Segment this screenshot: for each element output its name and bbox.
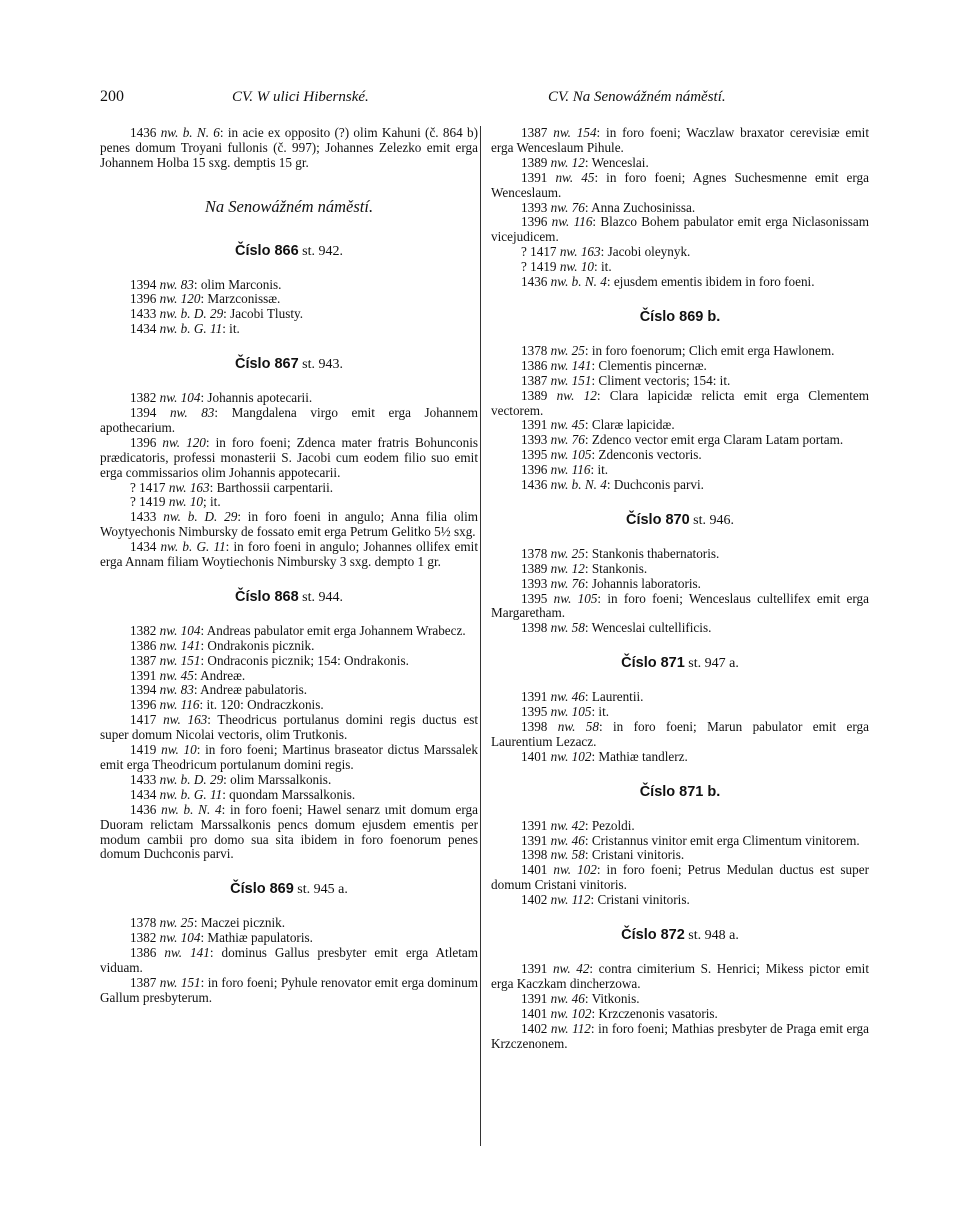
entry-year: 1395 (521, 704, 551, 720)
entry (491, 171, 869, 201)
entry-reference: nw. b. N. 4 (550, 274, 607, 290)
entry-text: : in foro foeni in angulo; Johannes ollifex emit erga Annam filiam Woytiechonis Nimbursky 3 sxg. dempto 1 gr. (100, 539, 478, 570)
entry-reference: nw. 151 (159, 652, 201, 668)
entry-year: 1436 (130, 801, 162, 817)
entry-text: : Clara lapicidæ relicta emit erga Clementem vectorem. (491, 387, 869, 418)
entry-year: 1396 (130, 291, 160, 307)
entry-text: : in foro foeni; Zdenca mater fratris Bohunconis prædicatoris, professi monasterii S. Jacobi cum eodem filio suo emit erga commissarios olim Johannis appotecarii. (100, 434, 478, 480)
entry-text: : in foro foeni; Agnes Suchesmenne emit erga Wenceslaum. (491, 169, 869, 200)
house-block (100, 590, 478, 862)
house-number: Číslo 870 (625, 511, 690, 528)
entry (491, 962, 869, 992)
entry-year: 1378 (521, 342, 551, 358)
entry (491, 848, 869, 863)
entry-text: : it. (222, 321, 240, 337)
entry-year: ? 1419 (521, 259, 560, 275)
entry-text: : in foro foeni; Hawel senarz ιmit domum erga Duoram relictam Marssalkonis pencs domum ejusdem ementis per modum cambii pro domo sua sita ibidem in foro foenorum penes domum Duchconis parvi. (100, 801, 479, 862)
entry-year: 1396 (130, 434, 163, 450)
entry-year: 1394 (130, 404, 170, 420)
house-number: Číslo 871 b. (639, 783, 721, 800)
entry-reference: nw. 83 (159, 276, 194, 292)
entry-reference: nw. 105 (550, 704, 592, 720)
entry (491, 245, 869, 260)
entry-reference: nw. 112 (550, 892, 591, 908)
entry-year: 1389 (521, 387, 557, 403)
entry-year: 1434 (130, 321, 160, 337)
entry-reference: nw. b. G. 11 (159, 786, 223, 802)
house-number: Číslo 869 (230, 881, 294, 898)
entry (491, 690, 869, 705)
section-title: Na Senowážném náměstí. (204, 196, 374, 216)
entry (100, 436, 478, 481)
entry (100, 976, 478, 1006)
entry (491, 201, 869, 216)
entry-text: : Jacobi Tlusty. (223, 306, 304, 322)
entry-year: 1387 (521, 125, 554, 140)
entry-text: : it. (594, 259, 612, 275)
entry (100, 683, 478, 698)
entry-year: 1386 (130, 637, 160, 653)
entry (100, 406, 478, 436)
entry-text: : Andreæ pabulatoris. (193, 682, 308, 698)
entry (491, 893, 869, 908)
entry-year: 1393 (521, 432, 551, 448)
entry (491, 275, 869, 290)
entry (491, 260, 869, 275)
entry (491, 819, 869, 834)
entry-reference: nw. 76 (550, 432, 585, 448)
entry-text: : Anna Zuchosinissa. (584, 199, 696, 215)
entry-year: 1396 (521, 462, 551, 478)
house-st: st. 942. (298, 243, 343, 259)
entry-text: : Climent vectoris; 154: it. (591, 372, 731, 388)
entry-text: : Pezoldi. (584, 817, 635, 833)
entry-reference: nw. 10 (559, 259, 595, 275)
entry (491, 1022, 869, 1052)
house-block (491, 656, 869, 764)
entry-text: : Laurentii. (584, 689, 644, 705)
column-divider (480, 126, 481, 1146)
entry-year: 1401 (521, 748, 551, 764)
entry (491, 705, 869, 720)
entry (491, 344, 869, 359)
entry-reference: nw. 58 (550, 620, 585, 636)
entry-year: 1402 (521, 892, 551, 908)
entry-text: : Krzczenonis vasatoris. (591, 1005, 718, 1021)
entry-reference: nw. 83 (169, 404, 215, 420)
entry-text: : in foro foeni; Waczlaw braxator cerevisiæ emit erga Wenceslaum Pihule. (491, 125, 869, 155)
entry-year: 1391 (521, 417, 551, 433)
entry (100, 495, 478, 510)
entry-year: 1398 (521, 719, 558, 734)
entry-year: 1387 (130, 974, 160, 990)
entry-text: : in foro foeni; Martinus braseator dictus Marssalek emit erga Theodricum portulanum domini regis. (100, 742, 478, 772)
entry-year: 1387 (521, 372, 551, 388)
entry-reference: nw. 25 (159, 915, 194, 931)
entry-reference: nw. 116 (550, 462, 591, 478)
entry (491, 577, 869, 592)
entry (100, 624, 478, 639)
entry-reference: nw. 141 (550, 357, 592, 373)
entry (491, 448, 869, 463)
entry (100, 391, 478, 406)
entry (100, 946, 478, 976)
page-number: 200 (100, 88, 124, 105)
entry-year: 1396 (521, 214, 552, 230)
house-number: Číslo 867 (234, 356, 299, 373)
house-number: Číslo 872 (621, 927, 685, 944)
entry-text: : dominus Gallus presbyter emit erga Atletam viduam. (100, 945, 479, 975)
entry-year: 1391 (521, 689, 551, 705)
entry-year: 1417 (130, 712, 164, 728)
entry-year: 1389 (521, 560, 551, 576)
entry (100, 713, 478, 743)
house-number-heading (100, 244, 478, 260)
entry-reference: nw. 151 (159, 974, 201, 990)
entry (100, 743, 478, 773)
entry-year: 1391 (521, 960, 553, 976)
entry-text: : Andreas pabulator emit erga Johannem Wrabecz. (200, 622, 466, 638)
entry-text: : Theodricus portulanus domini regis ductus est super domum Nicolai vectoris, olim Trutkonis. (100, 712, 478, 743)
entry (491, 592, 869, 622)
entry-text: : Johannis laboratoris. (584, 575, 701, 591)
entry (100, 322, 478, 337)
entry-text: : Ondrakonis picznik. (200, 637, 315, 653)
entry-text: : Wenceslai. (584, 154, 649, 170)
entry (100, 698, 478, 713)
house-block (491, 310, 869, 493)
house-number: Číslo 866 (234, 242, 299, 259)
entry-year: 1386 (521, 357, 551, 373)
entry-year: 1402 (521, 1020, 551, 1036)
entry-reference: nw. b. D. 29 (163, 509, 238, 525)
entry (491, 215, 869, 245)
entry-reference: nw. 116 (551, 214, 593, 230)
house-st: st. 944. (298, 589, 343, 605)
entry-year: 1419 (130, 742, 162, 758)
entry (491, 1007, 869, 1022)
entry-text: : Mathiæ papulatoris. (200, 930, 313, 946)
entry (491, 547, 869, 562)
entry-reference: nw. 83 (159, 682, 194, 698)
house-st: st. 946. (689, 512, 734, 528)
entry-reference: nw. 58 (557, 719, 599, 734)
entry-text: : in foro foeni; Mathias presbyter de Praga emit erga Krzczenonem. (491, 1020, 870, 1051)
house-block (100, 244, 478, 338)
left-column (100, 126, 478, 1006)
entry-reference: nw. 102 (553, 862, 597, 878)
entry-year: 1382 (130, 622, 160, 638)
entry-text: : Stankonis thabernatoris. (584, 545, 720, 561)
entry-year: 1386 (130, 945, 165, 961)
entry-text: : ejusdem ementis ibidem in foro foeni. (606, 274, 815, 290)
entry-year: 1382 (130, 930, 160, 946)
entry-text: : Cristani vinitoris. (584, 847, 685, 863)
entry-reference: nw. 104 (159, 390, 201, 406)
entry (100, 931, 478, 946)
entry-year: 1395 (521, 590, 554, 606)
entry (491, 478, 869, 493)
entry-reference: nw. 120 (159, 291, 201, 307)
house-number: Číslo 871 (621, 655, 685, 672)
entry (491, 720, 869, 750)
entry-reference: nw. b. N. 6 (160, 125, 220, 140)
entry-text: : olim Marssalkonis. (223, 771, 332, 787)
house-number-heading (491, 513, 869, 529)
entry-reference: nw. 151 (550, 372, 592, 388)
entry-year: 1391 (130, 667, 160, 683)
entry-reference: nw. 10 (161, 742, 197, 758)
entry-year: 1378 (130, 915, 160, 931)
entry-year: 1398 (521, 620, 551, 636)
entry-text: : Andreæ. (193, 667, 246, 683)
entry-year: 1433 (130, 509, 164, 525)
entry-year: 1433 (130, 306, 160, 322)
entry-reference: nw. 102 (550, 1005, 592, 1021)
entry-text: : in acie ex opposito (?) olim Kahuni (č. 864 b) penes domum Troyani fullonis (č. 997); Johannes Zelezko emit erga Johannem Holba 15 sxg. demptis 15 gr. (100, 125, 478, 170)
entry-reference: nw. 42 (552, 960, 590, 976)
entry-reference: nw. b. N. 4 (161, 801, 222, 817)
entry-reference: nw. 104 (159, 930, 201, 946)
entry-reference: nw. 105 (550, 447, 592, 463)
entry (491, 126, 869, 156)
entry-year: ? 1417 (521, 244, 560, 260)
entry-year: 1436 (521, 477, 551, 493)
entry-year: 1398 (521, 847, 551, 863)
house-number-heading (491, 656, 869, 672)
entry-reference: nw. b. G. 11 (160, 539, 226, 555)
entry-text: : Zdenco vector emit erga Claram Latam portam. (584, 432, 844, 448)
entry-year: 1433 (130, 771, 160, 787)
entry-text: : quondam Marssalkonis. (222, 786, 356, 802)
running-head-right: CV. Na Senowážném náměstí. (548, 89, 726, 105)
house-st: st. 948 a. (684, 928, 739, 944)
entry-year: 1434 (130, 786, 160, 802)
entry-text: : in foro foeni; Pyhule renovator emit erga dominum Gallum presbyterum. (100, 974, 478, 1005)
entry-text: : in foro foeni; Wenceslaus cultellifex emit erga Margaretham. (491, 590, 870, 621)
house-block (491, 785, 869, 908)
entry-reference: nw. 46 (550, 990, 585, 1006)
entry (100, 278, 478, 293)
house-st: st. 943. (298, 357, 343, 373)
entry-text: : Barthossii carpentarii. (209, 479, 334, 495)
entry (491, 992, 869, 1007)
entry-year: ? 1419 (130, 494, 169, 510)
entry-text: : Marzconissæ. (200, 291, 281, 307)
house-block (100, 882, 478, 1005)
entry-text: : it. 120: Ondraczkonis. (199, 697, 324, 713)
entry (100, 540, 478, 570)
entry-reference: nw. b. G. 11 (159, 321, 223, 337)
entry-reference: nw. 141 (164, 945, 210, 961)
entry-reference: nw. 105 (553, 590, 598, 606)
entry (491, 834, 869, 849)
house-block (491, 928, 869, 1051)
entry-year: ? 1417 (130, 479, 169, 495)
entry-reference: nw. b. D. 29 (159, 306, 224, 322)
entry-year: 1391 (521, 817, 551, 833)
entry-text: : Vitkonis. (584, 990, 640, 1006)
entry-year: 1387 (130, 652, 160, 668)
entry-year: 1393 (521, 199, 551, 215)
entry-text: : Clementis pincernæ. (591, 357, 707, 373)
entry (100, 773, 478, 788)
entry-text: : Johannis apotecarii. (200, 390, 313, 406)
house-number-heading (100, 590, 478, 606)
entry-reference: nw. 12 (550, 560, 585, 576)
house-number: Číslo 869 b. (639, 308, 721, 325)
entry (100, 803, 478, 863)
entry-text: : in foro foeni; Petrus Medulan ductus est super domum Cristani vinitoris. (491, 862, 869, 893)
entry-year: 1393 (521, 575, 551, 591)
house-st: st. 945 a. (293, 882, 348, 898)
entry-reference: nw. 46 (550, 689, 585, 705)
entry-reference: nw. 163 (168, 479, 210, 495)
entry (100, 788, 478, 803)
entry-year: 1434 (130, 539, 161, 555)
entry (491, 389, 869, 419)
entry-text: : Mathiæ tandlerz. (591, 748, 688, 764)
entry-text: : olim Marconis. (193, 276, 282, 292)
entry (100, 307, 478, 322)
entry-reference: nw. 163 (163, 712, 208, 728)
house-st: st. 947 a. (684, 656, 739, 672)
house-block (100, 357, 478, 570)
entry (100, 481, 478, 496)
entry-year: 1436 (521, 274, 551, 290)
entry (491, 463, 869, 478)
entry-year: 1396 (130, 697, 160, 713)
entry-reference: nw. 102 (550, 748, 592, 764)
page-header (0, 88, 960, 112)
entry-text: : in foro foenorum; Clich emit erga Hawlonem. (584, 342, 835, 358)
entry-reference: nw. 45 (555, 169, 595, 185)
entry (100, 669, 478, 684)
entry (100, 292, 478, 307)
entry-text: : Maczei picznik. (193, 915, 286, 931)
entry-year: 1436 (130, 125, 161, 140)
entry (100, 916, 478, 931)
entry-year: 1395 (521, 447, 551, 463)
entry (491, 621, 869, 636)
entry (491, 562, 869, 577)
entry-reference: nw. 12 (556, 387, 597, 403)
entry-reference: nw. 116 (159, 697, 200, 713)
entry-reference: nw. b. N. 4 (550, 477, 607, 493)
entry (100, 510, 478, 540)
entry-reference: nw. 76 (550, 199, 585, 215)
house-number: Číslo 868 (234, 588, 299, 605)
entry-reference: nw. b. D. 29 (159, 771, 224, 787)
entry-year: 1401 (521, 862, 554, 878)
entry-text: : in foro foeni in angulo; Anna filia olim Woytyechonis Nimbursky de fossato emit erga Petrum Gelitko 5½ sxg. (100, 509, 479, 540)
entry-text: : Ondraconis picznik; 154: Ondrakonis. (200, 652, 409, 668)
entry-text: : it. (591, 704, 610, 720)
entry-reference: nw. 12 (550, 154, 585, 170)
entry (491, 750, 869, 765)
entry-reference: nw. 42 (550, 817, 585, 833)
entry-reference: nw. 45 (159, 667, 194, 683)
entry-text: : Mangdalena virgo emit erga Johannem apothecarium. (100, 404, 478, 435)
entry-year: 1394 (130, 276, 160, 292)
entry-year: 1378 (521, 545, 551, 561)
entry (100, 639, 478, 654)
entry-reference: nw. 112 (550, 1020, 591, 1036)
entry-year: 1382 (130, 390, 160, 406)
house-number-heading (491, 785, 869, 801)
entry-text: : Zdenconis vectoris. (591, 447, 702, 463)
entry-reference: nw. 120 (162, 434, 206, 450)
running-head-left: CV. W ulici Hibernské. (232, 89, 369, 105)
entry-reference: nw. 141 (159, 637, 201, 653)
entry (491, 433, 869, 448)
house-number-heading (100, 882, 478, 898)
entry (491, 418, 869, 433)
right-column (491, 126, 869, 1051)
entry (491, 359, 869, 374)
entry-year: 1389 (521, 154, 551, 170)
entry-text: : in foro foeni; Marun pabulator emit erga Laurentium Lezacz. (491, 719, 869, 749)
entry-reference: nw. 104 (159, 622, 201, 638)
entry (491, 156, 869, 171)
entry-text: ; it. (203, 494, 221, 510)
entry-text: : Stankonis. (584, 560, 648, 576)
entry-year: 1401 (521, 1005, 551, 1021)
entry-reference: nw. 46 (550, 832, 585, 848)
entry (491, 374, 869, 389)
entry-year: 1391 (521, 990, 551, 1006)
house-block (491, 513, 869, 636)
house-number-heading (491, 928, 869, 944)
entry-text: : Claræ lapicidæ. (584, 417, 675, 433)
entry-text: : contra cimiterium S. Henrici; Mikess pictor emit erga Kaczkam dincherzowa. (491, 960, 869, 991)
entry-text: : Duchconis parvi. (606, 477, 704, 493)
entry-reference: nw. 154 (553, 125, 597, 140)
entry-year: 1391 (521, 169, 556, 185)
entry-reference: nw. 45 (550, 417, 585, 433)
entry (100, 126, 478, 171)
entry-text: : Wenceslai cultellificis. (584, 620, 712, 636)
entry-reference: nw. 76 (550, 575, 585, 591)
entry (491, 863, 869, 893)
entry-year: 1394 (130, 682, 160, 698)
entry-text: : it. (590, 462, 609, 478)
entry-text: : Blazco Bohem pabulator emit erga Niclasonissam vicejudicem. (491, 214, 869, 245)
entry-text: : Cristannus vinitor emit erga Climentum vinitorem. (584, 832, 860, 848)
entry-reference: nw. 58 (550, 847, 585, 863)
entry-reference: nw. 25 (550, 545, 585, 561)
house-number-heading (491, 310, 869, 326)
entry-text: : Cristani vinitoris. (590, 892, 690, 908)
house-number-heading (100, 357, 478, 373)
entry-reference: nw. 163 (559, 244, 601, 260)
entry-text: : Jacobi oleynyk. (600, 244, 691, 260)
entry-reference: nw. 25 (550, 342, 585, 358)
entry-year: 1391 (521, 832, 551, 848)
entry (100, 654, 478, 669)
entry-reference: nw. 10 (168, 494, 204, 510)
